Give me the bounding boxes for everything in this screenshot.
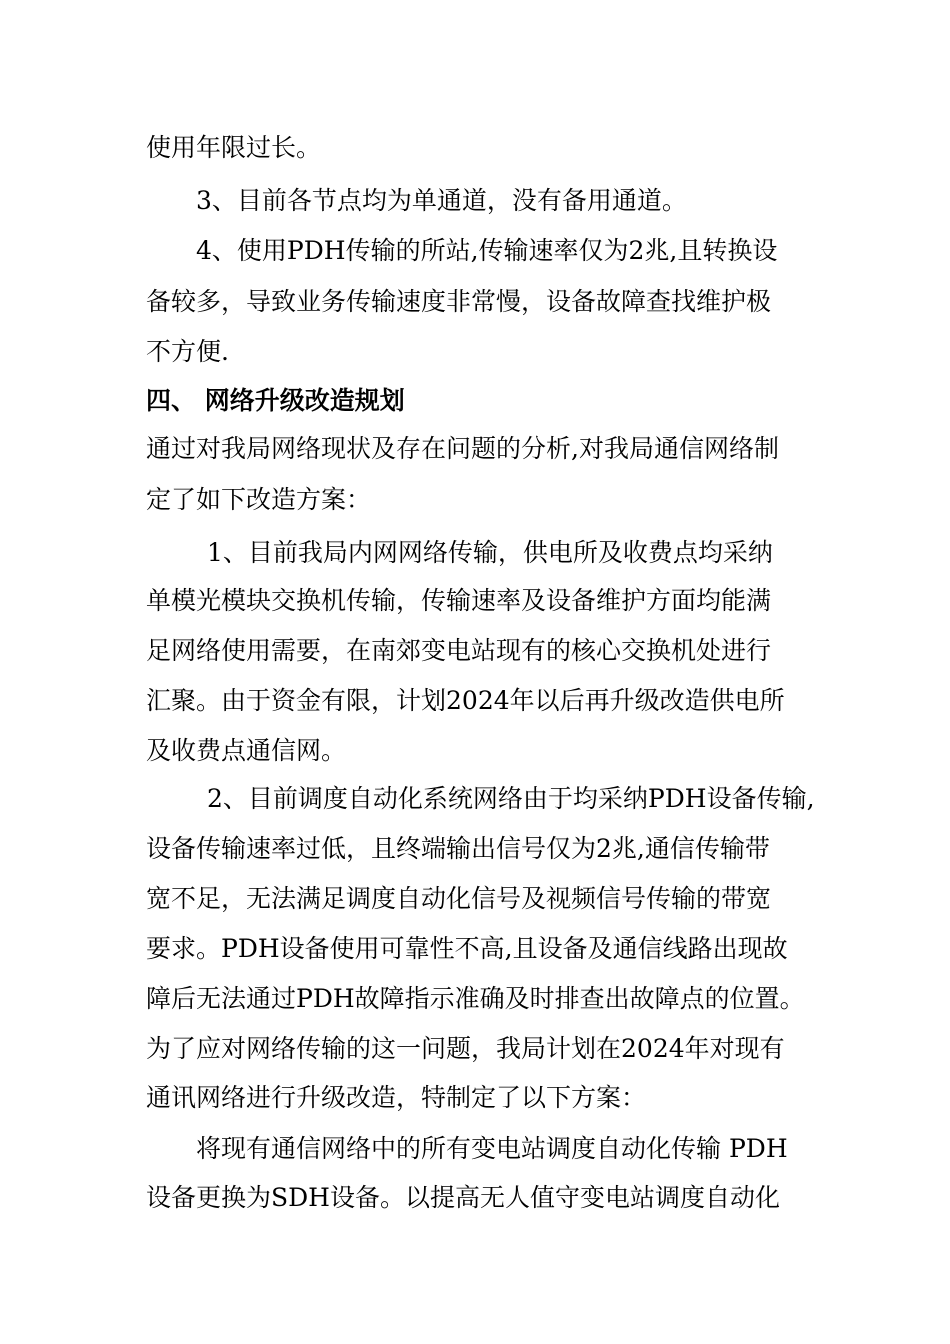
text-line: 单模光模块交换机传输，传输速率及设备维护方面均能满 <box>146 586 772 615</box>
text-line: 设备传输速率过低，且终端输出信号仅为2兆,通信传输带 <box>146 834 770 863</box>
list-item-2: 2、目前调度自动化系统网络由于均采纳PDH设备传输, <box>207 784 815 813</box>
text-line: 不方便. <box>146 337 229 366</box>
list-item-3: 3、目前各节点均为单通道，没有备用通道。 <box>196 186 687 215</box>
text-line: 通过对我局网络现状及存在问题的分析,对我局通信网络制 <box>146 434 779 463</box>
paragraph-start: 将现有通信网络中的所有变电站调度自动化传输 PDH <box>196 1134 788 1163</box>
text-line: 定了如下改造方案： <box>146 485 372 514</box>
text-line: 要求。PDH设备使用可靠性不高,且设备及通信线路出现故 <box>146 934 788 963</box>
text-line: 宽不足，无法满足调度自动化信号及视频信号传输的带宽 <box>146 884 772 913</box>
section-heading: 四、 网络升级改造规划 <box>146 386 405 415</box>
text-line: 备较多，导致业务传输速度非常慢，设备故障查找维护极 <box>146 287 772 316</box>
text-line: 使用年限过长。 <box>146 133 322 162</box>
text-line: 及收费点通信网。 <box>146 736 347 765</box>
list-item-1: 1、目前我局内网网络传输，供电所及收费点均采纳 <box>207 538 773 567</box>
text-line: 汇聚。由于资金有限，计划2024年以后再升级改造供电所 <box>146 686 785 715</box>
text-line: 为了应对网络传输的这一问题，我局计划在2024年对现有 <box>146 1034 785 1063</box>
text-line: 足网络使用需要，在南郊变电站现有的核心交换机处进行 <box>146 636 772 665</box>
text-line: 障后无法通过PDH故障指示准确及时排查出故障点的位置。 <box>146 984 805 1013</box>
list-item-4: 4、使用PDH传输的所站,传输速率仅为2兆,且转换设 <box>196 236 778 265</box>
text-line: 设备更换为SDH设备。以提高无人值守变电站调度自动化 <box>146 1183 780 1212</box>
text-line: 通讯网络进行升级改造，特制定了以下方案： <box>146 1083 647 1112</box>
